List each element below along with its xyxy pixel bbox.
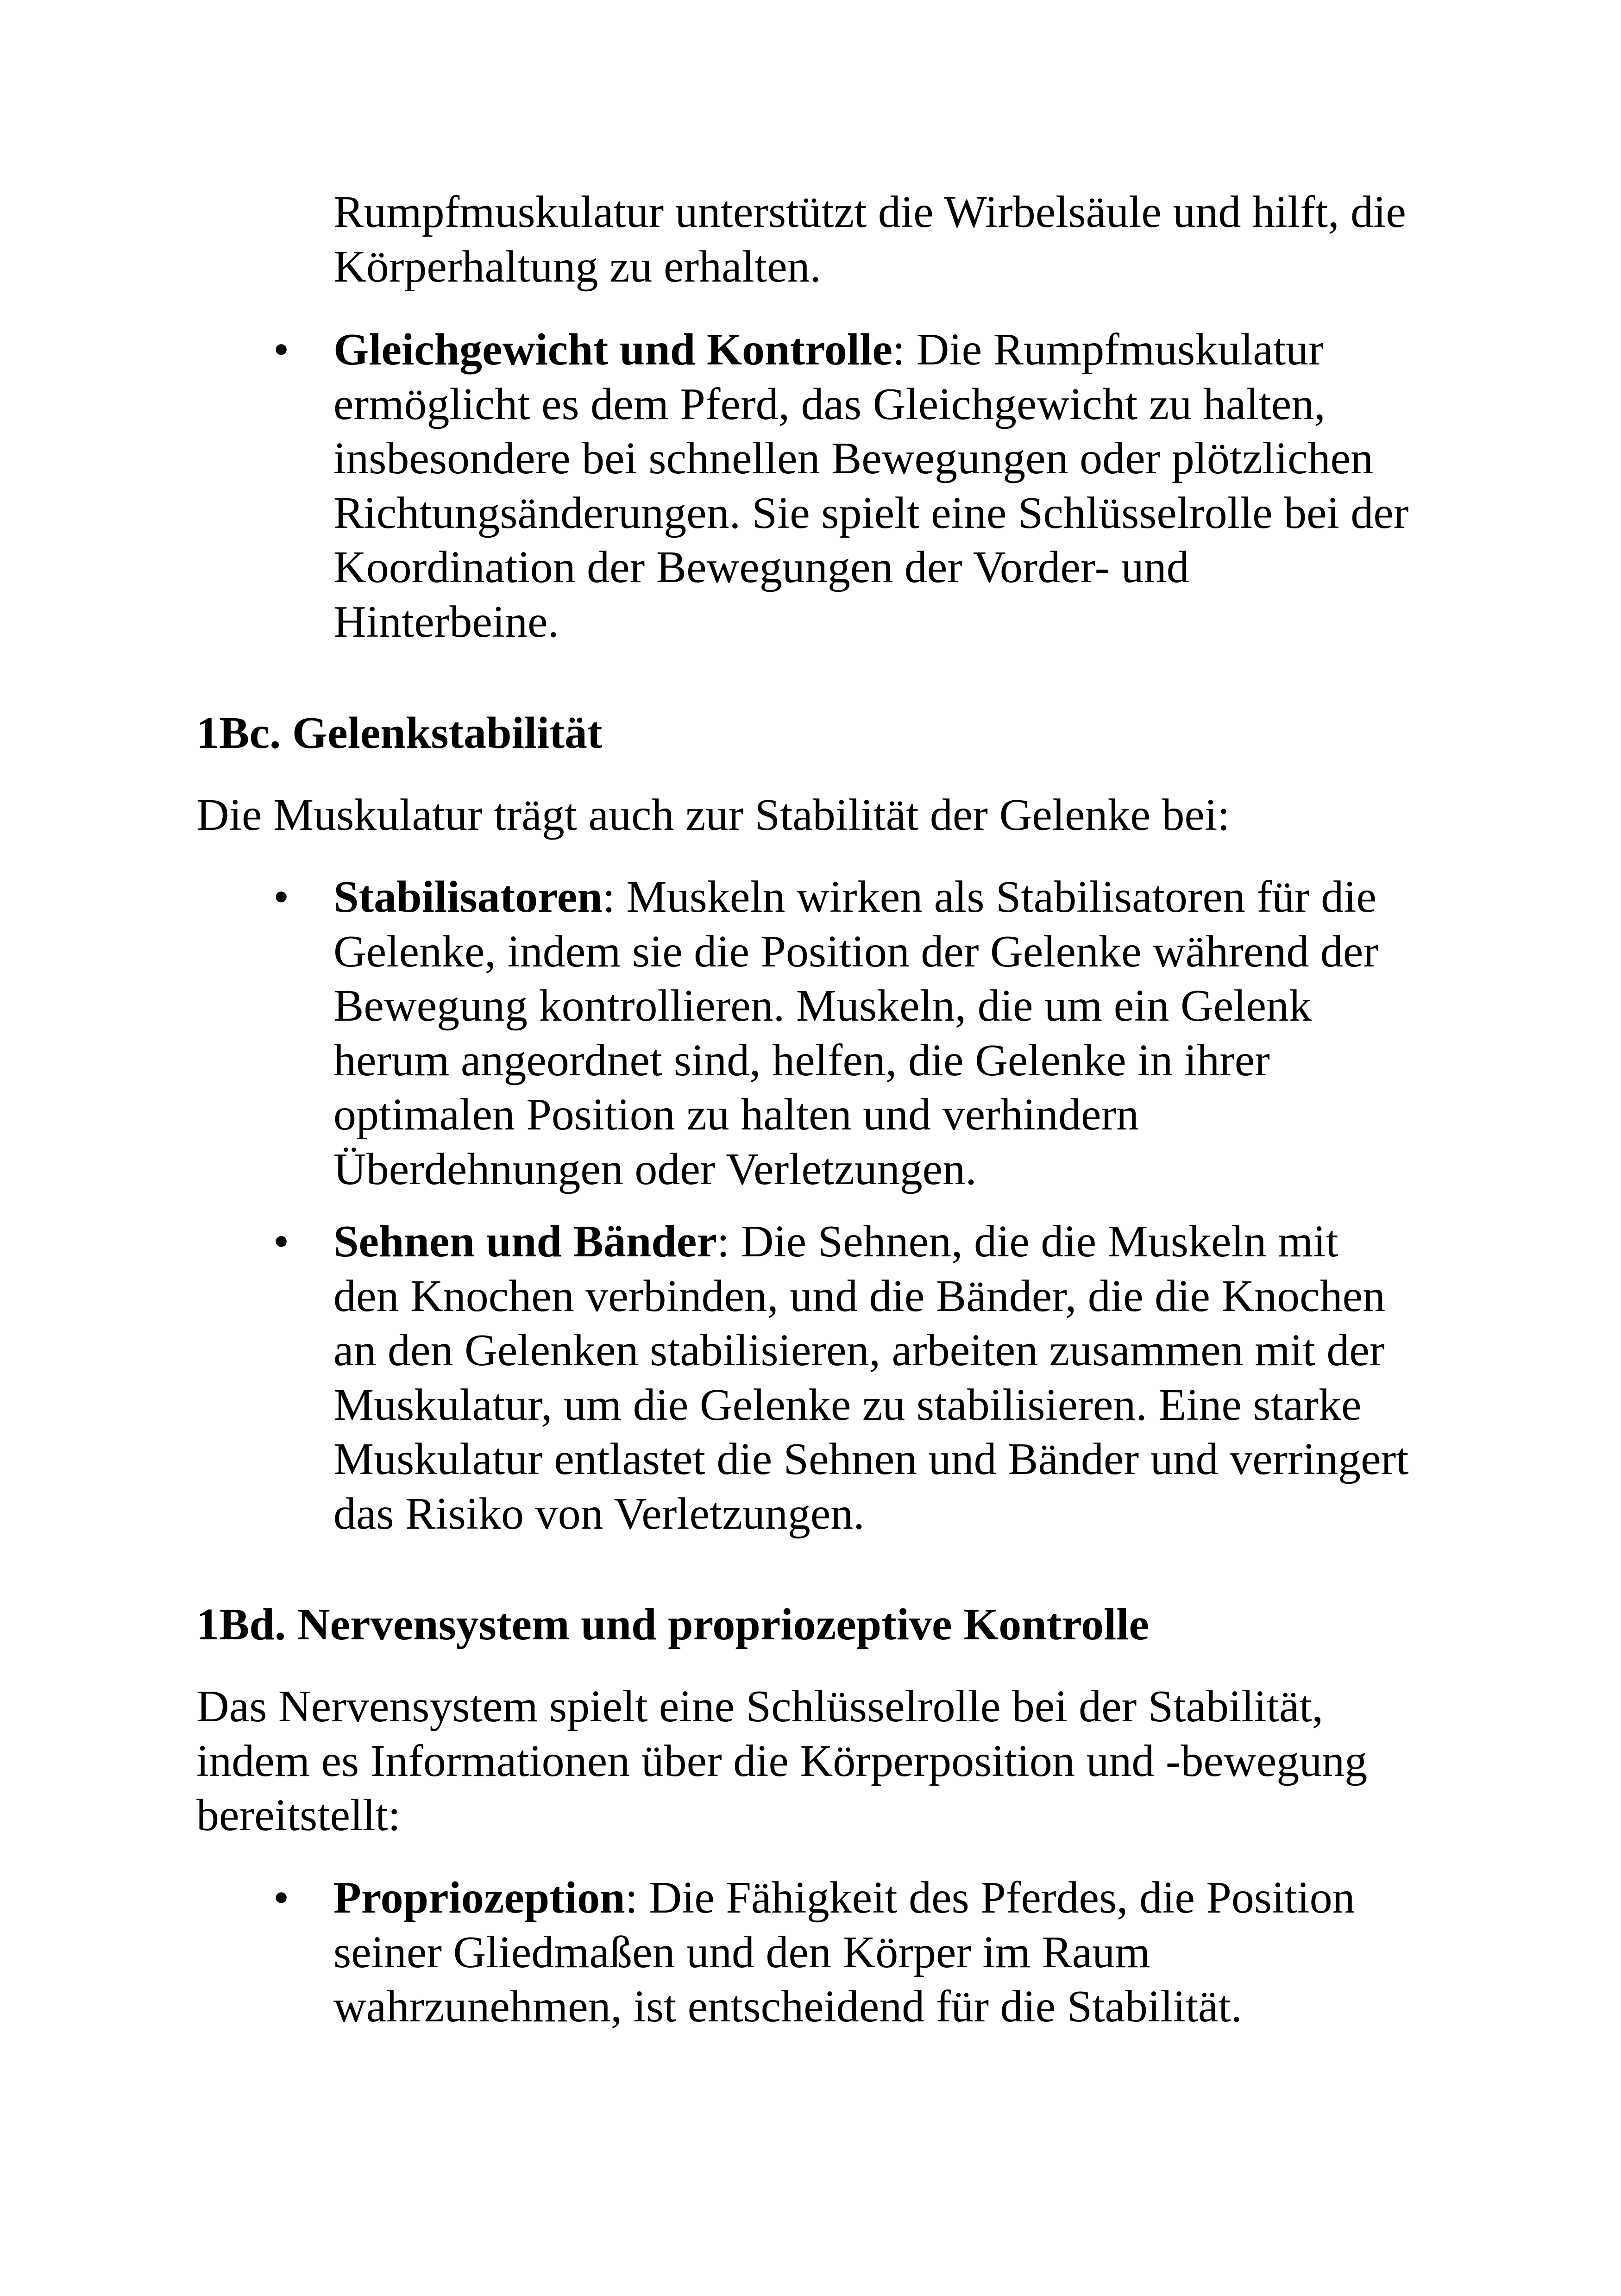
text-line: insbesondere bei schnellen Bewegungen oder plötzlichen [333, 433, 1374, 484]
list-item-first-line [333, 1215, 1408, 1269]
list-item-text: : Die Fähigkeit des Pferdes, die Position [625, 1873, 1355, 1923]
bullet-marker: • [273, 872, 289, 922]
list-item-term: Gleichgewicht und Kontrolle [333, 325, 892, 375]
text-line: optimalen Position zu halten und verhindern [333, 1090, 1139, 1140]
continuation-paragraph [333, 185, 1406, 294]
list-item-propriozeption [333, 1871, 1355, 2034]
text-line: bereitstellt: [196, 1790, 401, 1841]
text-line: Koordination der Bewegungen der Vorder- und [333, 542, 1189, 593]
bullet-marker: • [273, 1217, 289, 1267]
list-item-term: Sehnen und Bänder [333, 1217, 717, 1267]
section-heading-1bd: 1Bd. Nervensystem und propriozeptive Kontrolle [196, 1600, 1150, 1650]
text-line: Überdehnungen oder Verletzungen. [333, 1144, 977, 1194]
list-item-text: : Die Sehnen, die die Muskeln mit [716, 1217, 1338, 1267]
text-line: Richtungsänderungen. Sie spielt eine Schlüsselrolle bei der [333, 488, 1409, 538]
list-item-text: : Die Rumpfmuskulatur [892, 325, 1324, 375]
section-intro-1bc: Die Muskulatur trägt auch zur Stabilität der Gelenke bei: [196, 790, 1230, 840]
text-line: den Knochen verbinden, und die Bänder, die die Knochen [333, 1271, 1386, 1321]
section-intro-1bd [196, 1680, 1367, 1843]
text-line: Muskulatur entlastet die Sehnen und Bänder und verringert [333, 1434, 1409, 1485]
text-line: Körperhaltung zu erhalten. [333, 241, 822, 292]
list-item-term: Propriozeption [333, 1873, 625, 1923]
list-item-sehnen-und-baender [333, 1215, 1408, 1542]
section-heading-1bc: 1Bc. Gelenkstabilität [196, 708, 603, 758]
text-line: Rumpfmuskulatur unterstützt die Wirbelsäule und hilft, die [333, 187, 1406, 237]
text-line: an den Gelenken stabilisieren, arbeiten zusammen mit der [333, 1325, 1385, 1376]
text-line: Muskulatur, um die Gelenke zu stabilisieren. Eine starke [333, 1380, 1362, 1430]
text-line: Hinterbeine. [333, 596, 559, 647]
bullet-marker: • [273, 325, 289, 375]
text-line: ermöglicht es dem Pferd, das Gleichgewicht zu halten, [333, 379, 1326, 429]
list-item-first-line [333, 870, 1378, 925]
text-line: herum angeordnet sind, helfen, die Gelenke in ihrer [333, 1035, 1270, 1085]
list-item-first-line [333, 1871, 1355, 1926]
bullet-marker: • [273, 1873, 289, 1923]
text-line: Das Nervensystem spielt eine Schlüsselrolle bei der Stabilität, [196, 1681, 1324, 1731]
text-line: indem es Informationen über die Körperposition und -bewegung [196, 1736, 1368, 1786]
list-item-stabilisatoren [333, 870, 1378, 1197]
text-line: das Risiko von Verletzungen. [333, 1488, 865, 1539]
list-item-first-line [333, 323, 1409, 377]
text-line: Gelenke, indem sie die Position der Gelenke während der [333, 926, 1379, 977]
list-item-text: : Muskeln wirken als Stabilisatoren für die [602, 872, 1376, 922]
list-item-term: Stabilisatoren [333, 872, 603, 922]
text-line: Bewegung kontrollieren. Muskeln, die um ein Gelenk [333, 981, 1312, 1031]
text-line: wahrzunehmen, ist entscheidend für die Stabilität. [333, 1982, 1243, 2032]
text-line: seiner Gliedmaßen und den Körper im Raum [333, 1927, 1150, 1977]
list-item-gleichgewicht [333, 323, 1409, 650]
